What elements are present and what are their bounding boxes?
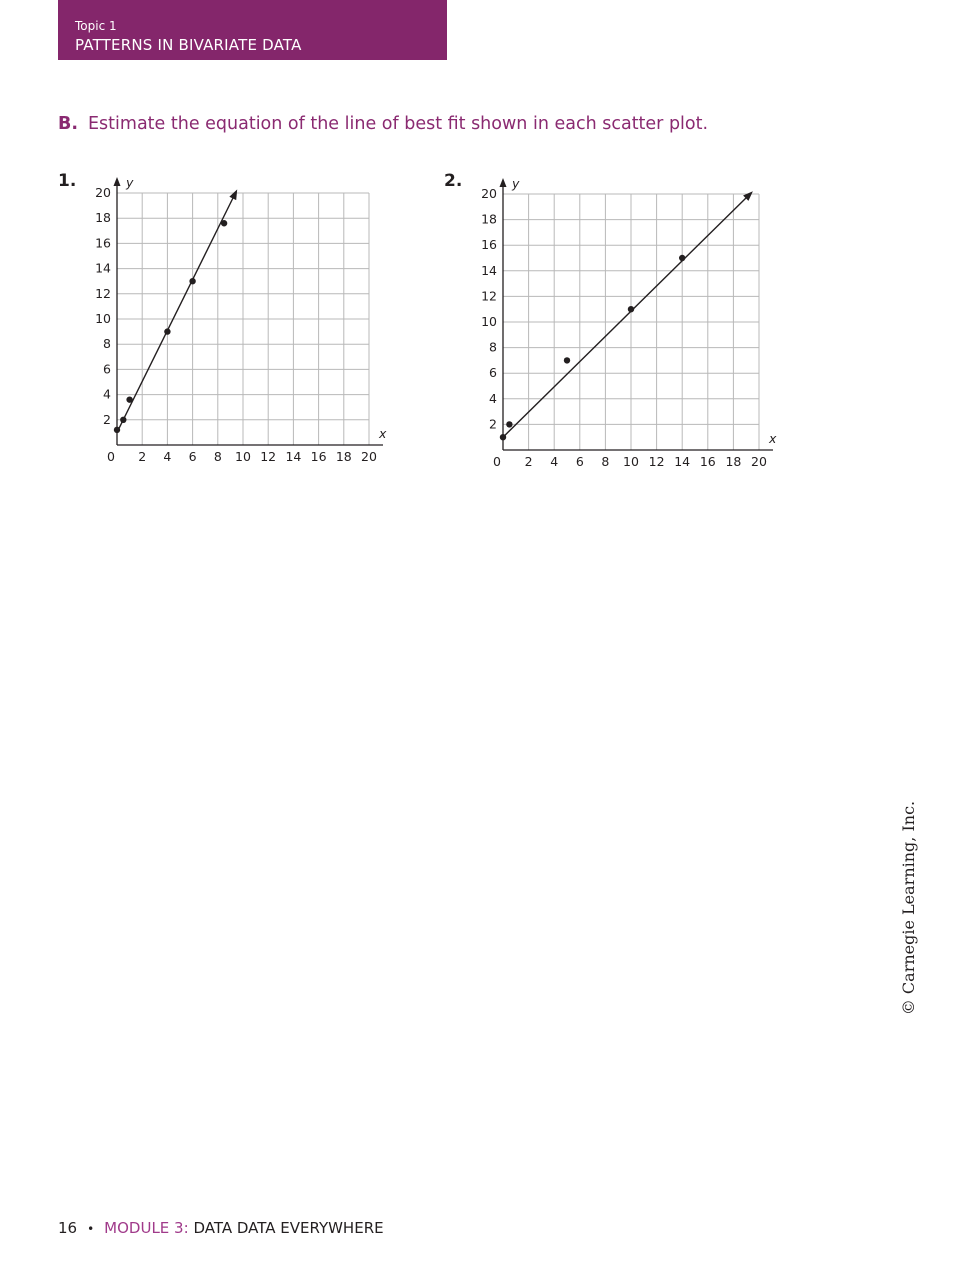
problem-number-2: 2.	[444, 171, 463, 191]
y-tick-label: 2	[489, 416, 497, 432]
topic-label: Topic 1	[75, 19, 117, 33]
y-tick-label: 16	[481, 237, 497, 253]
x-tick-label: 14	[285, 449, 302, 464]
y-axis-arrow	[500, 178, 507, 187]
x-tick-label: 18	[725, 454, 742, 469]
y-tick-label: 6	[489, 365, 497, 381]
y-tick-label: 4	[489, 390, 497, 406]
y-tick-label: 8	[103, 336, 111, 352]
x-tick-label: 4	[550, 454, 559, 469]
x-tick-label: 14	[674, 454, 691, 469]
x-tick-label: 16	[310, 449, 327, 464]
x-tick-label: 6	[188, 449, 197, 464]
x-tick-label: 20	[361, 449, 377, 464]
y-tick-label: 14	[481, 262, 497, 278]
y-tick-label: 20	[481, 186, 497, 201]
y-tick-label: 10	[95, 311, 111, 326]
footer-separator: •	[87, 1222, 95, 1236]
y-tick-label: 16	[95, 235, 111, 251]
x-tick-label: 2	[524, 454, 533, 469]
origin-label: 0	[107, 449, 115, 464]
page-number: 16	[58, 1219, 78, 1237]
x-tick-label: 10	[623, 454, 639, 469]
y-tick-label: 18	[95, 210, 111, 226]
x-tick-label: 8	[601, 454, 610, 469]
x-tick-label: 6	[575, 454, 584, 469]
x-tick-label: 2	[138, 449, 147, 464]
page-footer	[58, 1219, 384, 1237]
copyright-notice: © Carnegie Learning, Inc.	[899, 800, 918, 1016]
problem-number-1: 1.	[58, 171, 77, 191]
x-tick-label: 12	[260, 449, 277, 464]
module-title: DATA DATA EVERYWHERE	[193, 1219, 384, 1237]
data-point	[628, 306, 634, 312]
data-point	[500, 434, 506, 440]
x-axis-label: x	[379, 426, 387, 441]
origin-label: 0	[493, 454, 501, 469]
y-axis-label: y	[512, 176, 520, 191]
y-tick-label: 8	[489, 339, 497, 355]
y-tick-label: 12	[95, 285, 111, 301]
x-tick-label: 20	[751, 454, 767, 469]
best-fit-line	[503, 194, 750, 437]
y-tick-label: 12	[481, 288, 497, 304]
data-point	[564, 357, 570, 363]
y-tick-label: 2	[103, 411, 111, 427]
topic-title: PATTERNS IN BIVARIATE DATA	[75, 36, 302, 54]
x-tick-label: 16	[699, 454, 716, 469]
y-tick-label: 14	[95, 260, 111, 276]
y-tick-label: 20	[95, 185, 111, 200]
y-tick-label: 6	[103, 361, 111, 377]
x-tick-label: 12	[648, 454, 665, 469]
y-tick-label: 18	[481, 211, 497, 227]
x-tick-label: 4	[163, 449, 172, 464]
data-point	[679, 255, 685, 261]
y-tick-label: 4	[103, 386, 111, 402]
x-axis-label: x	[769, 431, 777, 446]
instruction-letter: B.	[58, 114, 78, 134]
y-tick-label: 10	[481, 314, 497, 329]
x-tick-label: 18	[335, 449, 352, 464]
data-point	[506, 421, 512, 427]
instruction-text: Estimate the equation of the line of best fit shown in each scatter plot.	[88, 114, 709, 134]
module-label: MODULE 3:	[104, 1219, 189, 1237]
x-tick-label: 8	[213, 449, 222, 464]
y-axis-label: y	[126, 175, 134, 190]
x-tick-label: 10	[235, 449, 251, 464]
